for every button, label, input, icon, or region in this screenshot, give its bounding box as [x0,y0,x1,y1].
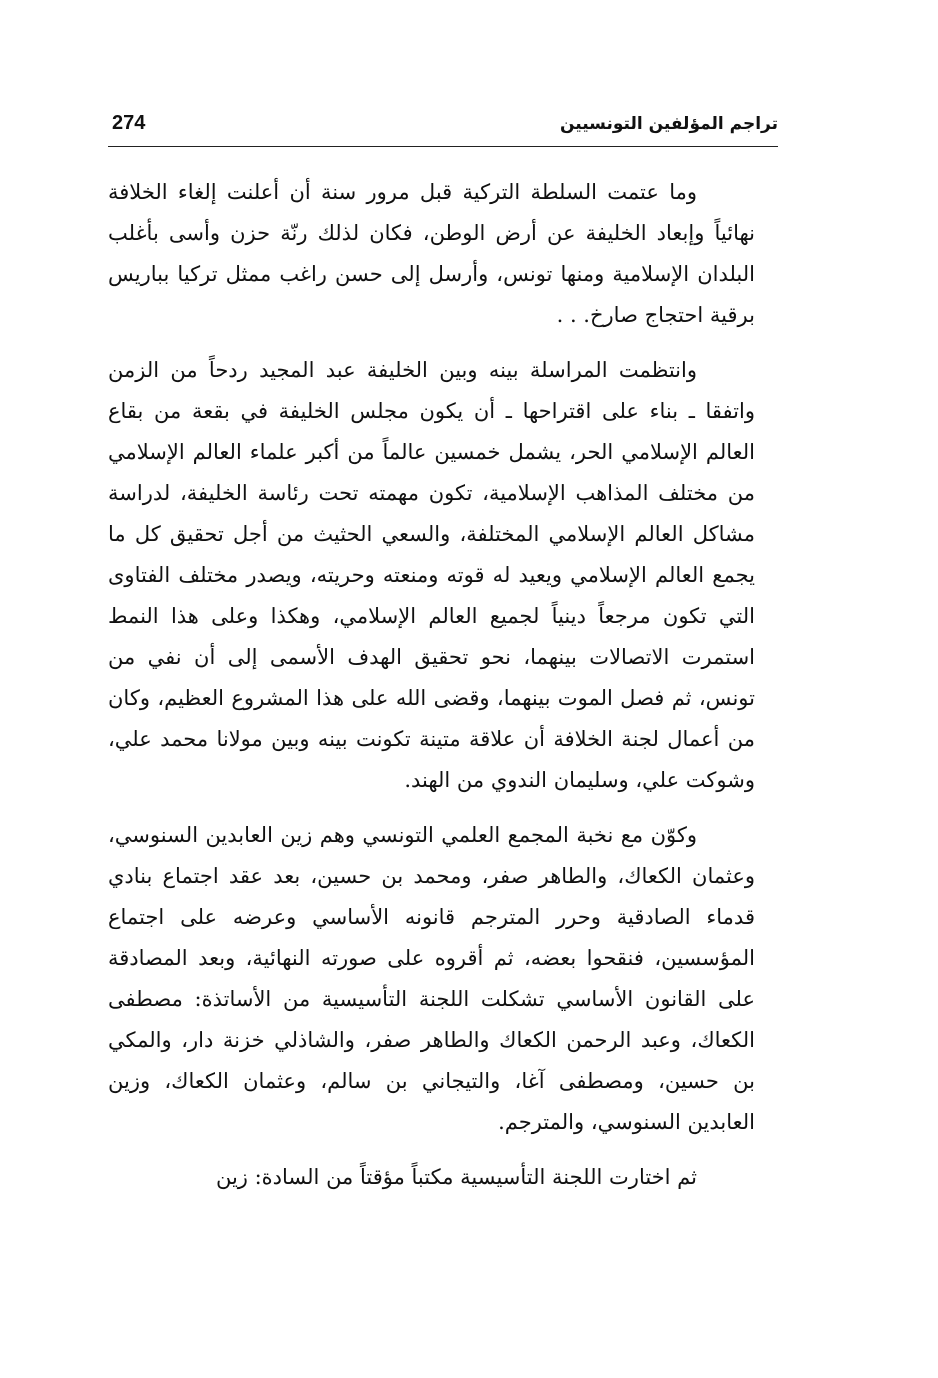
paragraph: وما عتمت السلطة التركية قبل مرور سنة أن أعلنت إلغاء الخلافة نهائياً وإبعاد الخليفة عن أرض الوطن، فكان لذلك رنّة حزن وأسى بأغلب البلدان الإسلامية ومنها تونس، وأرسل إلى حسن راغب ممثل تركيا بباريس برقية احتجاج صارخ. . . [108,180,755,327]
body-text [108,172,755,1198]
paragraph: وانتظمت المراسلة بينه وبين الخليفة عبد المجيد ردحاً من الزمن واتفقا ـ بناء على اقتراحها ـ أن يكون مجلس الخليفة في بقعة من بقاع العالم الإسلامي الحر، يشمل خمسين عالماً من أكبر علماء العالم الإسلامي من مختلف المذاهب الإسلامية، تكون مهمته تحت رئاسة الخليفة، لدراسة مشاكل العالم الإسلامي المختلفة، والسعي الحثيث من أجل تحقيق كل ما يجمع العالم الإسلامي ويعيد له قوته ومنعته وحريته، ويصدر مختلف الفتاوى التي تكون مرجعاً دينياً لجميع العالم الإسلامي، وهكذا وعلى هذا النمط استمرت الاتصالات بينهما، نحو تحقيق الهدف الأسمى إلى أن نفي من تونس، ثم فصل الموت بينهما، وقضى الله على هذا المشروع العظيم، وكان من أعمال لجنة الخلافة أن علاقة متينة تكونت بينه وبين مولانا محمد علي، وشوكت علي، وسليمان الندوي من الهند. [108,358,755,792]
paragraph: وكوّن مع نخبة المجمع العلمي التونسي وهم زين العابدين السنوسي، وعثمان الكعاك، والطاهر صفر، ومحمد بن حسين، بعد عقد اجتماع بنادي قدماء الصادقية وحرر المترجم قانونه الأساسي وعرضه على اجتماع المؤسسين، فنقحوا بعضه، ثم أقروه على صورته النهائية، وبعد المصادقة على القانون الأساسي تشكلت اللجنة التأسيسية من الأساتذة: مصطفى الكعاك، وعبد الرحمن الكعاك والطاهر صفر، والشاذلي خزنة دار، والمكي بن حسين، ومصطفى آغا، والتيجاني بن سالم، وعثمان الكعاك، وزين العابدين السنوسي، والمترجم. [108,823,755,1134]
paragraph: ثم اختارت اللجنة التأسيسية مكتباً مؤقتاً من السادة: زين [215,1165,697,1189]
running-title: تراجم المؤلفين التونسيين [560,114,778,134]
page-header [108,108,778,147]
page-number: 274 [112,112,146,134]
